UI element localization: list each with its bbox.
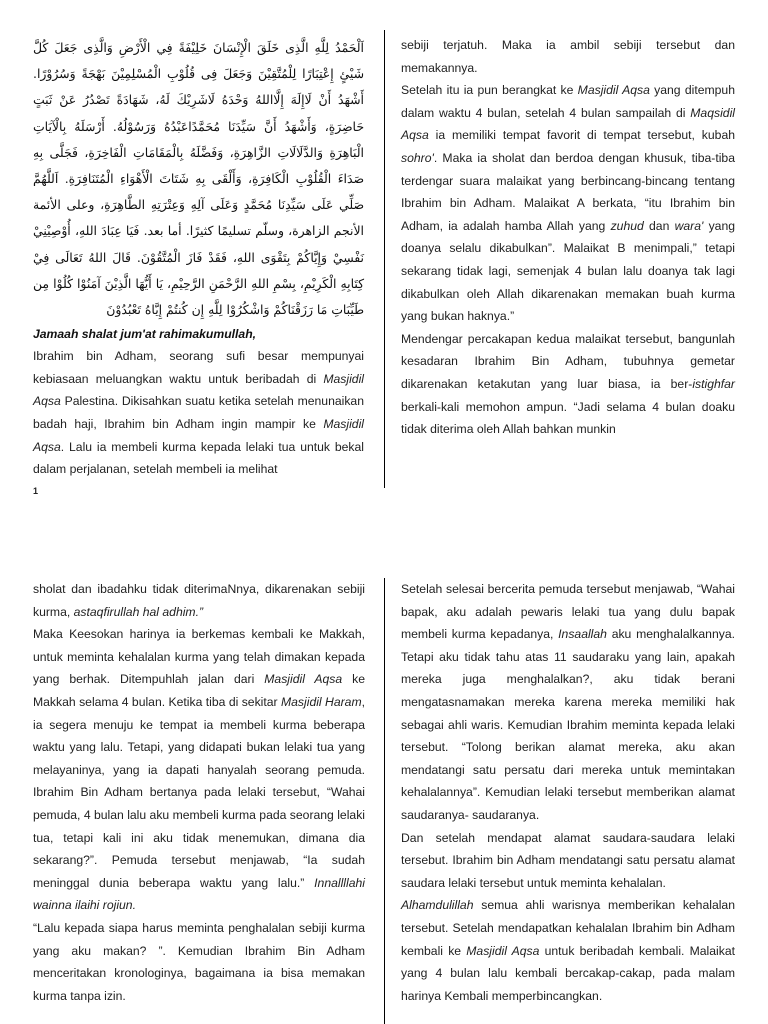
text-run: untuk beribadah kembali. Malaikat yang 4 bulan lalu kembali bercakap-cakap, pada malam harinya Kembali memperbincangkan. <box>401 943 735 1003</box>
text-run: berkali-kali memohon ampun. “Jadi selama 4 bulan doaku tidak diterima oleh Allah bahkan munkin <box>401 399 735 437</box>
text-run: ia memiliki tempat favorit di tempat tersebut, kubah <box>428 128 735 143</box>
italic-term: wara' <box>674 218 704 233</box>
italic-term: Masjidil Aqsa <box>466 943 540 958</box>
text-run: Setelah selesai bercerita pemuda tersebut menjawab, “Wahai bapak, aku adalah pewaris lelaki tua yang dulu bapak membeli kurma kepadanya, <box>401 582 735 642</box>
italic-term: Masjidil Haram <box>281 694 362 709</box>
italic-term: Masjidil Aqsa <box>264 672 343 687</box>
text-run: Ibrahim bin Adham, seorang sufi besar mempunyai kebiasaan meluangkan waktu untuk beribadah di <box>33 349 364 386</box>
text-run: Maka Keesokan harinya ia berkemas kembali ke Makkah, untuk meminta kehalalan kurma yang telah dimakan kepada yang berhak. Ditempuhlah jalan dari <box>33 627 365 687</box>
paragraph <box>401 34 735 79</box>
column-divider <box>384 578 385 1024</box>
paragraph <box>401 894 735 1007</box>
text-run: Setelah itu ia pun berangkat ke <box>401 83 578 98</box>
text-run: aku menghalalkannya. Tetapi aku tidak tahu atas 11 saudaraku yang lain, apakah mereka juga menghalalkan?, aku tidak berani mengatasnamakan mereka karena mereka memiliki hak sebagai ahli waris. Kemudian Ibrahim meminta kepada lelaki tersebut. “Tolong berikan alamat mereka, aku akan mendatangi satu persatu dari mereka untuk memintakan kehalalannya”. Kemudian lelaki tersebut memberikan alamat saudaranya- saudaranya. <box>401 627 735 822</box>
paragraph <box>401 827 735 895</box>
italic-term: Maqsidil Aqsa <box>401 105 735 143</box>
paragraph <box>33 623 365 917</box>
page1-left-column <box>33 35 364 481</box>
text-run: “Lalu kepada siapa harus meminta penghalalan sebiji kurma yang aku makan? ”. Kemudian Ibrahim Bin Adham menceritakan kronologinya, bagaimana ia bisa memakan kurma tanpa izin. <box>33 920 365 1003</box>
paragraph <box>33 578 365 623</box>
paragraph <box>401 79 735 328</box>
italic-term: Masjidil Aqsa <box>33 417 364 454</box>
text-run: yang ditempuh dalam waktu 4 bulan, setelah 4 bulan sampailah di <box>401 83 735 120</box>
page2-right-column <box>401 578 735 1007</box>
italic-term: istighfar <box>692 376 735 391</box>
text-run: dan <box>643 218 675 233</box>
paragraph <box>33 917 365 1007</box>
sermon-heading: Jamaah shalat jum'at rahimakumullah, <box>33 327 257 342</box>
text-run: sholat dan ibadahku tidak diterimaNnya, dikarenakan sebiji kurma, <box>33 582 365 619</box>
italic-term: Innallllahi wainna ilaihi rojiun. <box>33 875 365 913</box>
paragraph <box>401 328 735 441</box>
text-run: . Maka ia sholat dan berdoa dengan khusuk, tiba-tiba terdengar suara malaikat yang berbincang-bincang tentang Ibrahim bin Adham. Malaikat A berkata, “itu Ibrahim bin Adham, ia adalah hamba Allah yang <box>401 150 735 233</box>
paragraph <box>401 578 735 827</box>
italic-term: astaqfirullah hal adhim.” <box>73 604 204 619</box>
italic-term: Insaallah <box>558 627 607 642</box>
text-run: semua ahli warisnya memberikan kehalalan tersebut. Setelah mendapatkan kehalalan Ibrahim bin Adham kembali ke <box>401 898 735 958</box>
italic-term: Alhamdulillah <box>401 898 474 913</box>
arabic-sermon-opening: اَلْحَمْدُ لِلَّهِ الَّذِى خَلَقَ الْإِنْسَانَ خَلِيْفَةً فِي الْأَرْضِ وَالَّذِى جَعَلَ كُلَّ شَيْئٍ إِعْتِبَارًا لِلْمُتَّقِيْنَ وَجَعَلَ فِى قُلُوْبِ الْمُسْلِمِيْنَ بَهْجَةً وَسُرُوْرًا. أَشْهَدُ أَنْ لَاإِلَهَ إِلَّااللهُ وَحْدَهُ لَاشَرِيْكَ لَهُ، شَهَادَةً تَصْدُرُ عَنْ ثَبَتٍ حَاضِرَةٍ، وَأَشْهَدُ أَنَّ سَيِّدَنَا مُحَمَّدًاعَبْدُهُ وَرَسُوْلُهُ. أَرْسَلَهُ بِالْآيَاتِ الْبَاهِرَةِ وَالدَّلَالَاتِ الزَّاهِرَةِ، وَفَضَّلَهُ بِالْمَقَامَاتِ الْفَاخِرَةِ، فَجَلَّى بِهِ صَدَاءَ الْقُلُوْبِ الْكَافِرَةِ، وَأَلْقَى بِهِ شَتَاتَ الْأَهْوَاءِ الْمُتَنَافِرَةِ. اَللَّهُمَّ صَلِّي عَلَى سَيِّدِنَا مُحَمَّدٍ وَعَلَى آلِهِ وَعِتْرَتِهِ الطَّاهِرَةِ، وعلى الأئمة الأنجم الزاهرة، وسلّم تسليمًا كثيرًا. أما بعد. فَيَا عِبَادَ اللهِ، أُوْصِيْنِيْ نَفْسِيْ وَإِيَّاكُمْ بِتَقْوَى اللهِ، فَقَدْ فَازَ الْمُتَّقُوْنَ. قَالَ اللهُ تَعَالَى فِيْ كِتَابِهِ الْكَرِيْمِ، بِسْمِ اللهِ الرَّحْمَنِ الرَّحِيْمِ، يَا أَيُّهَا الَّذِيْنَ آمَنُوْا كُلُوْا مِن طَيِّبَاتِ مَا رَزَقْنَاكُمْ وَاشْكُرُوْا لِلَّهِ إِن كُنتُمْ إِيَّاهُ تَعْبُدُوْنَ <box>33 40 364 318</box>
italic-term: Masjidil Aqsa <box>33 371 364 409</box>
italic-term: zuhud <box>610 218 644 233</box>
text-run: Dan setelah mendapat alamat saudara-saudara lelaki tersebut. Ibrahim bin Adham mendatangi satu persatu alamat saudara lelaki tersebut untuk meminta kehalalan. <box>401 830 735 890</box>
text-run: sebiji terjatuh. Maka ia ambil sebiji tersebut dan memakannya. <box>401 38 735 75</box>
text-run: Mendengar percakapan kedua malaikat tersebut, bangunlah kesadaran Ibrahim Bin Adham, tubuhnya gemetar dikarenakan ketakutan yang luar biasa, ia ber- <box>401 331 735 391</box>
text-run: ke Makkah selama 4 bulan. Ketika tiba di sekitar <box>33 672 365 709</box>
text-run: , ia segera menuju ke tempat ia membeli kurma beberapa waktu yang lalu. Tetapi, yang didapati bukan lelaki tua yang melayaninya, yang ia dapati hanyalah seorang pemuda. Ibrahim Bin Adham bertanya pada lelaki tersebut, “Wahai pemuda, 4 bulan lalu aku membeli kurma pada seorang lelaki tua, tetapi kali ini aku tidak menemukan, dimana dia sekarang?”. Pemuda tersebut menjawab, “Ia sudah meninggal dunia beberapa waktu yang lalu.” <box>33 694 365 890</box>
column-divider <box>384 30 385 488</box>
italic-term: Masjidil Aqsa <box>577 83 650 98</box>
text-run: yang doanya selalu dikabulkan”. Malaikat B menimpali,” tetapi sekarang tidak lagi, semenjak 4 bulan lalu doanya tak lagi dikabulkan oleh Allah dikarenakan memakan buah kurma yang bukan haknya.” <box>401 218 735 324</box>
page-number: 1 <box>33 486 39 496</box>
italic-term: sohro' <box>401 150 434 165</box>
text-run: Palestina. Dikisahkan suatu ketika setelah menunaikan badah haji, Ibrahim bin Adham ingin mampir ke <box>33 394 364 432</box>
page1-right-column <box>401 34 735 441</box>
page2-left-column <box>33 578 365 1007</box>
text-run: . Lalu ia membeli kurma kepada lelaki tua untuk bekal dalam perjalanan, setelah membeli ia melihat <box>33 439 364 477</box>
page1-left-text <box>33 345 364 481</box>
